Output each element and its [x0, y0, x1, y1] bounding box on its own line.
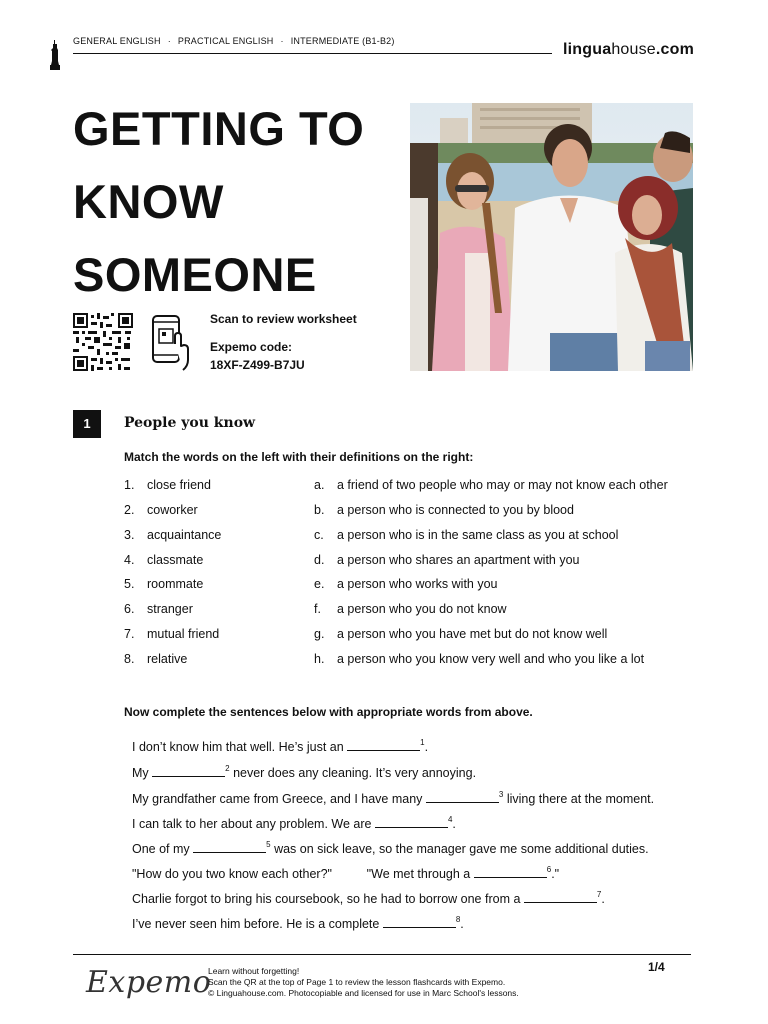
definition-letter: b. — [314, 503, 325, 517]
brand-part-lingua: lingua — [563, 41, 612, 58]
answer-blank[interactable] — [474, 867, 547, 878]
sentence-text: living there at the moment. — [503, 792, 655, 806]
definition-letter: f. — [314, 602, 321, 616]
blank-number: 5 — [266, 840, 271, 849]
sentence — [132, 792, 654, 806]
sentence-text: I don’t know him that well. He’s just an — [132, 740, 348, 754]
definition-item — [314, 577, 498, 591]
word-item — [124, 478, 211, 492]
sentence — [132, 817, 456, 831]
friends-photo — [410, 103, 693, 371]
expemo-logo[interactable]: Expemo — [86, 965, 212, 1000]
scan-label: Scan to review worksheet — [210, 312, 357, 326]
definition-text: a person who works with you — [337, 577, 498, 591]
sentence-text: I’ve never seen him before. He is a complete — [132, 917, 383, 931]
definition-text: a friend of two people who may or may not know each other — [337, 478, 668, 492]
footer-text — [208, 966, 519, 999]
word-text: close friend — [147, 478, 211, 492]
sentence-text: was on sick leave, so the manager gave me some additional duties. — [270, 842, 649, 856]
title-line: SOMEONE — [73, 248, 317, 301]
nav-separator: · — [280, 36, 284, 46]
definition-text: a person who is in the same class as you at school — [337, 528, 619, 542]
sentence — [132, 917, 464, 931]
sentence-text: . — [424, 740, 429, 754]
page-number: 1/4 — [648, 960, 665, 974]
word-item — [124, 602, 193, 616]
sentence — [132, 867, 559, 881]
word-item — [124, 503, 198, 517]
definition-letter: h. — [314, 652, 325, 666]
title-line: KNOW — [73, 175, 224, 228]
word-text: classmate — [147, 553, 204, 567]
sentence — [132, 740, 428, 754]
blank-number: 1 — [420, 738, 425, 747]
section-number-badge: 1 — [73, 410, 101, 438]
blank-number: 7 — [596, 890, 602, 899]
answer-blank[interactable] — [524, 892, 597, 903]
sentence-text: My grandfather came from Greece, and I have many — [132, 792, 426, 806]
definition-item — [314, 528, 618, 542]
footer-line: © Linguahouse.com. Photocopiable and licensed for use in Marc School's lessons. — [208, 988, 519, 998]
sentence-text: . — [460, 917, 464, 931]
definition-item — [314, 478, 668, 492]
word-number: 4. — [124, 553, 135, 567]
nav-practical-english[interactable]: PRACTICAL ENGLISH — [177, 36, 274, 46]
nav-level[interactable]: INTERMEDIATE (B1-B2) — [290, 36, 395, 46]
word-number: 6. — [124, 602, 135, 616]
sentence-text: I can talk to her about any problem. We are — [132, 817, 375, 831]
definition-text: a person who you have met but do not know well — [337, 627, 608, 641]
definition-letter: c. — [314, 528, 324, 542]
sentence-text: never does any cleaning. It’s very annoying. — [229, 766, 477, 780]
statue-of-liberty-icon — [48, 39, 62, 71]
definition-text: a person who you do not know — [337, 602, 507, 616]
word-text: stranger — [147, 602, 193, 616]
breadcrumb — [73, 36, 395, 46]
sentence-text: . — [601, 892, 605, 906]
word-text: coworker — [147, 503, 198, 517]
footer-line: Scan the QR at the top of Page 1 to review the lesson flashcards with Expemo. — [208, 977, 506, 987]
word-number: 2. — [124, 503, 135, 517]
instruction-match: Match the words on the left with their definitions on the right: — [124, 450, 474, 464]
instruction-complete: Now complete the sentences below with appropriate words from above. — [124, 705, 533, 719]
definition-letter: e. — [314, 577, 325, 591]
sentence-text: Charlie forgot to bring his coursebook, so he had to borrow one from a — [132, 892, 524, 906]
blank-number: 8 — [455, 915, 461, 924]
nav-general-english[interactable]: GENERAL ENGLISH — [73, 36, 161, 46]
footer-divider — [73, 954, 691, 955]
word-item — [124, 553, 203, 567]
sentence-text: . — [452, 817, 456, 831]
brand-logo[interactable] — [563, 41, 694, 59]
brand-part-house: house — [611, 41, 656, 58]
nav-separator: · — [167, 36, 171, 46]
word-text: mutual friend — [147, 627, 220, 641]
header-divider — [73, 53, 552, 54]
blank-number: 4 — [447, 815, 453, 824]
blank-number: 3 — [498, 790, 504, 799]
word-number: 3. — [124, 528, 135, 542]
definition-item — [314, 602, 507, 616]
definition-text: a person who you know very well and who you like a lot — [337, 652, 645, 666]
sentence-text: "How do you two know each other?" "We met through a — [132, 867, 474, 881]
brand-part-com: .com — [655, 41, 695, 58]
section-title: People you know — [124, 415, 256, 431]
word-text: roommate — [147, 577, 204, 591]
definition-letter: a. — [314, 478, 325, 492]
blank-number: 6 — [546, 865, 552, 874]
answer-blank[interactable] — [152, 766, 225, 777]
footer-line: Learn without forgetting! — [208, 966, 300, 976]
sentence-text: ." — [551, 867, 560, 881]
word-text: acquaintance — [147, 528, 222, 542]
sentence — [132, 766, 476, 780]
definition-letter: g. — [314, 627, 325, 641]
sentence-text: My — [132, 766, 153, 780]
qr-code[interactable] — [73, 313, 133, 371]
word-text: relative — [147, 652, 188, 666]
sentence-text: One of my — [132, 842, 194, 856]
answer-blank[interactable] — [383, 917, 456, 928]
sentence — [132, 892, 605, 906]
definition-item — [314, 553, 580, 567]
answer-blank[interactable] — [347, 740, 420, 751]
blank-number: 2 — [225, 764, 230, 773]
definition-item — [314, 503, 574, 517]
expemo-code-label: Expemo code: — [210, 340, 293, 354]
word-item — [124, 652, 187, 666]
word-item — [124, 528, 221, 542]
answer-blank[interactable] — [193, 842, 266, 853]
definition-text: a person who is connected to you by blood — [337, 503, 574, 517]
answer-blank[interactable] — [375, 817, 448, 828]
definition-letter: d. — [314, 553, 325, 567]
title-line: GETTING TO — [73, 102, 365, 155]
word-number: 5. — [124, 577, 135, 591]
definition-item — [314, 652, 644, 666]
phone-scan-icon — [151, 314, 191, 372]
page-title — [73, 92, 364, 311]
word-number: 1. — [124, 478, 135, 492]
word-item — [124, 627, 219, 641]
word-number: 7. — [124, 627, 135, 641]
expemo-code: 18XF-Z499-B7JU — [210, 358, 305, 372]
definition-item — [314, 627, 607, 641]
word-item — [124, 577, 203, 591]
answer-blank[interactable] — [426, 792, 499, 803]
definition-text: a person who shares an apartment with you — [337, 553, 580, 567]
word-number: 8. — [124, 652, 135, 666]
sentence — [132, 842, 649, 856]
